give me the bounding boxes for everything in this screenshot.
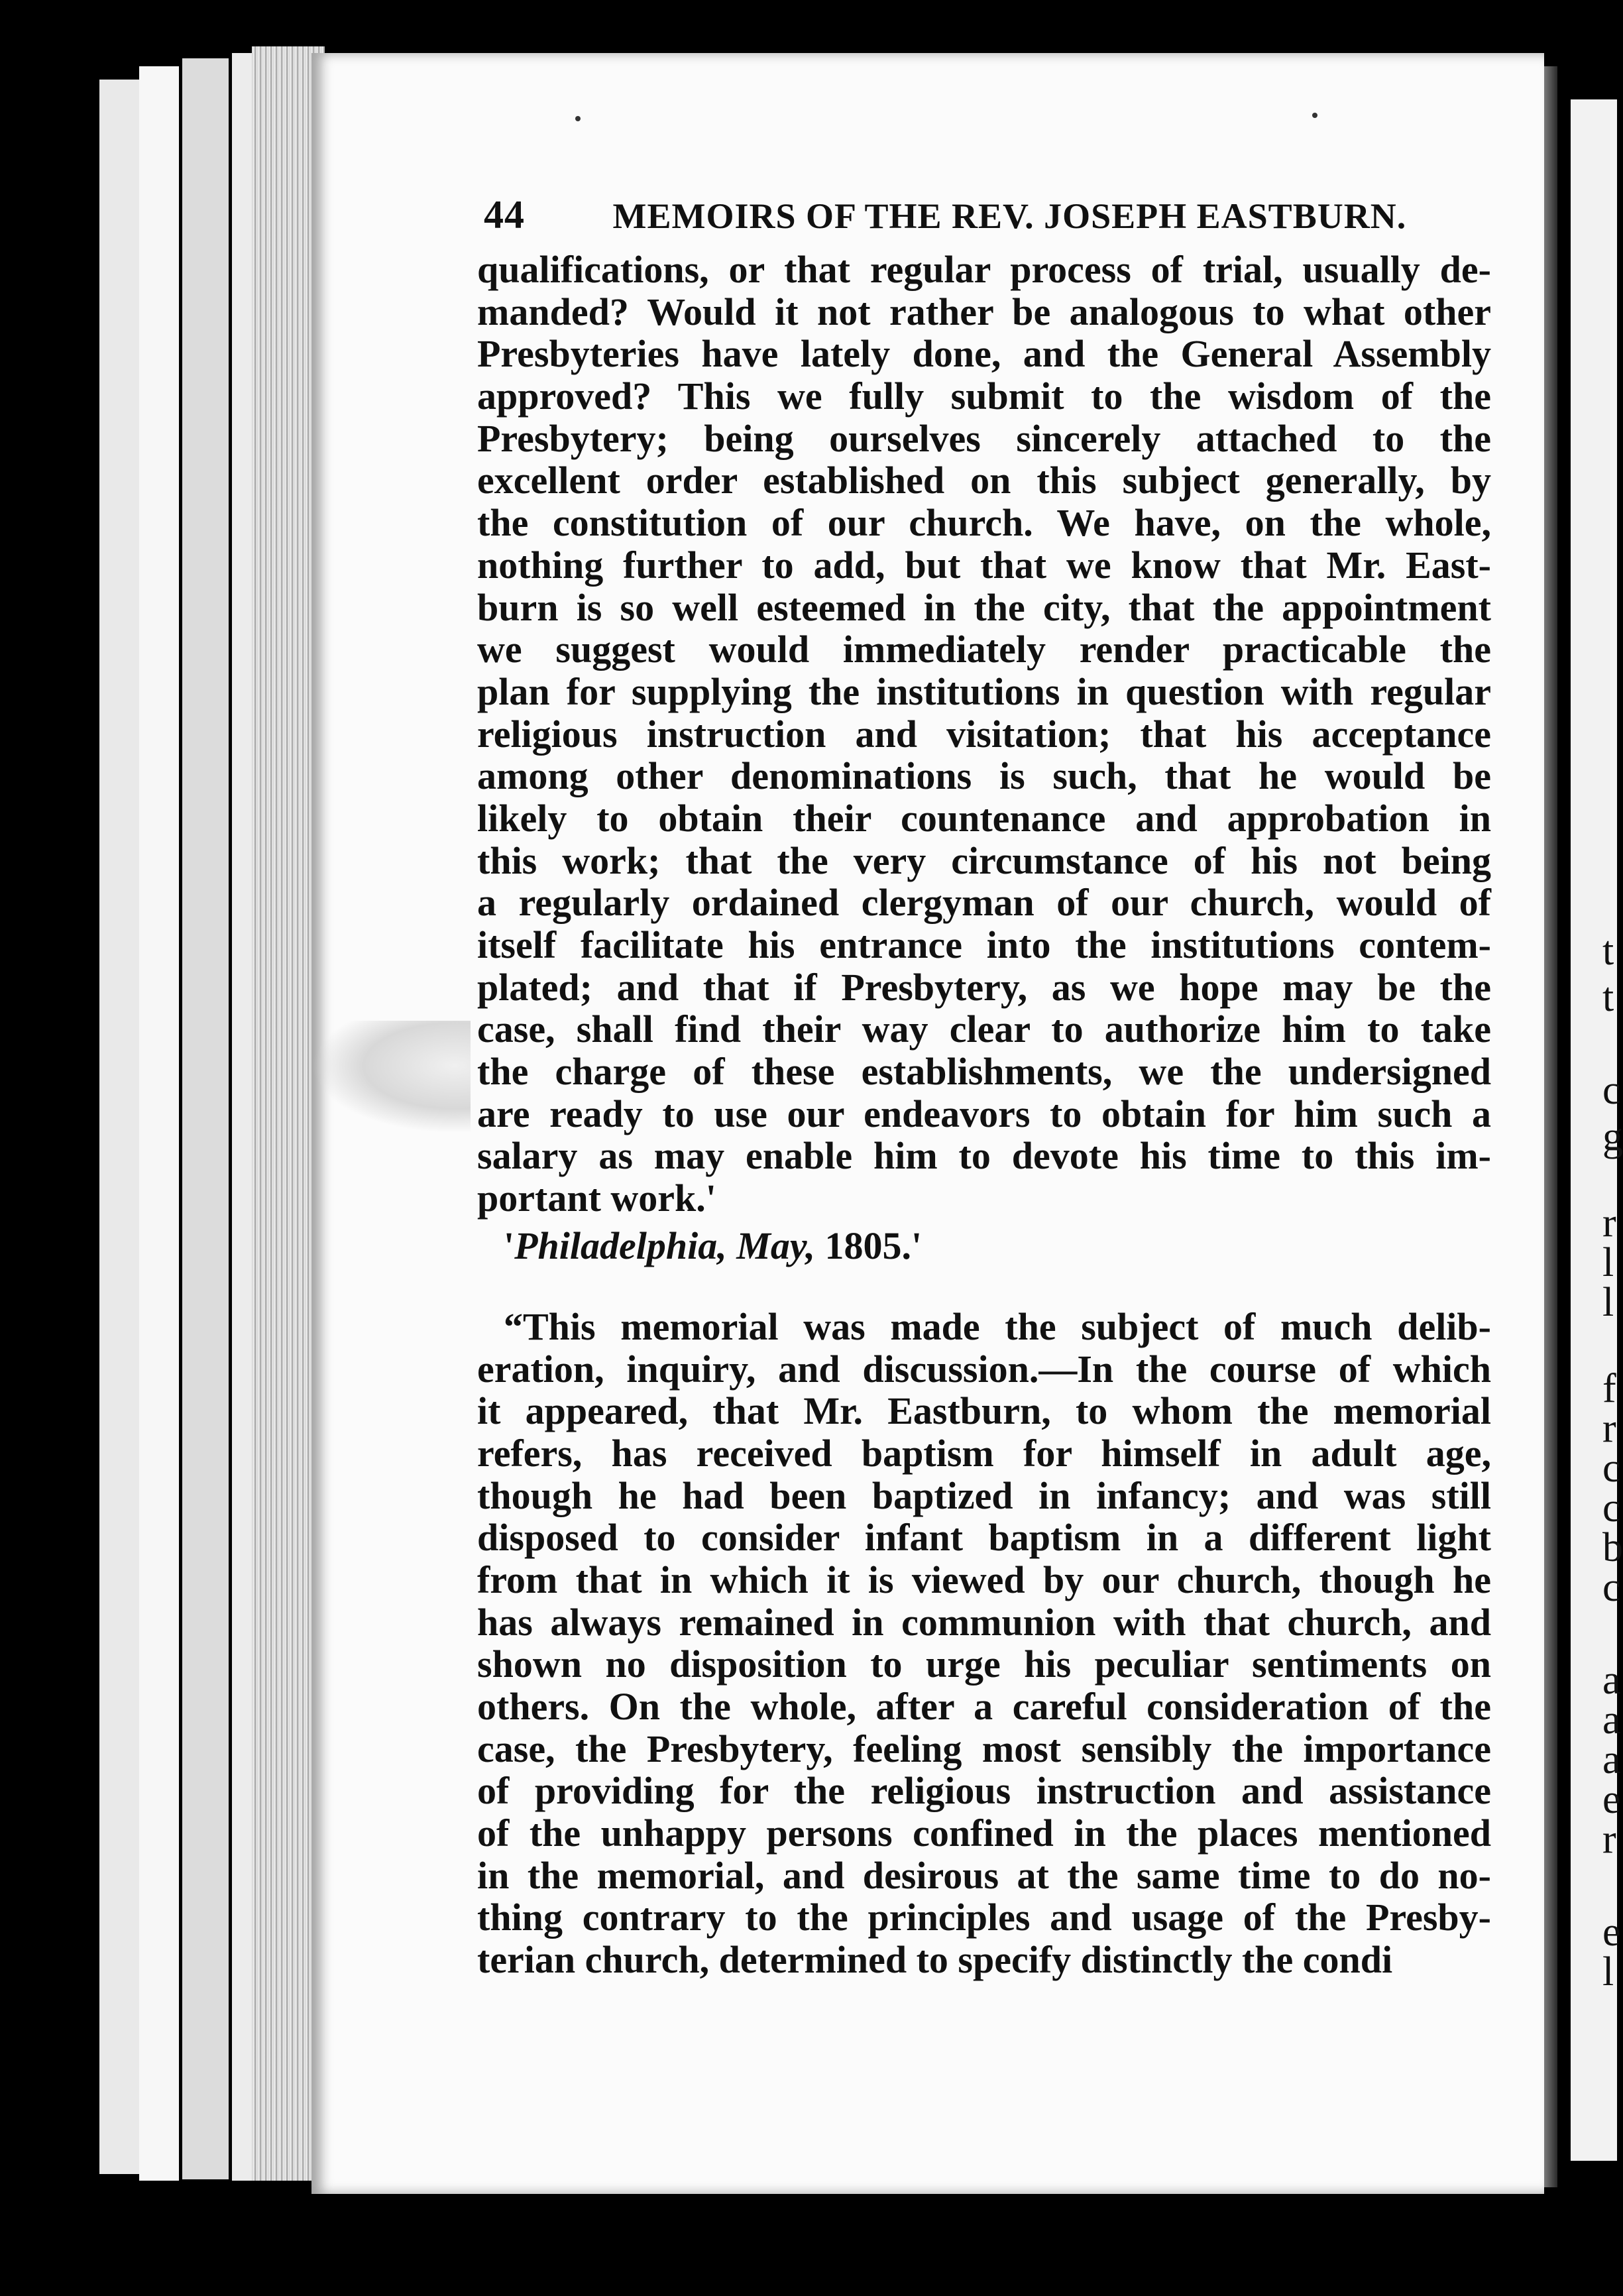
facing-letter: a [1602,1697,1621,1743]
text-line: we suggest would immediately render practicable the [477,628,1491,671]
text-line: among other denominations is such, that he would be [477,754,1491,798]
text-line: the charge of these establishments, we the undersigned [477,1050,1491,1094]
text-line: case, the Presbytery, feeling most sensibly the importance [477,1727,1491,1770]
dateline-place: Philadelphia, [514,1224,727,1267]
facing-letter: e [1602,1777,1621,1822]
facing-letter: a [1602,1737,1621,1782]
text-line: likely to obtain their countenance and approbation in [477,796,1491,840]
printing-speck [575,116,581,121]
facing-letter: c [1602,1485,1621,1530]
facing-letter: t [1602,929,1614,974]
text-line: it appeared, that Mr. Eastburn, to whom the memorial [477,1389,1491,1433]
text-line: Presbyteries have lately done, and the General Assembly [477,332,1491,376]
running-head-title: MEMOIRS OF THE REV. JOSEPH EASTBURN. [612,196,1407,236]
facing-letter: g [1602,1114,1623,1159]
text-line: Presbytery; being ourselves sincerely attached to the [477,416,1491,460]
text-line: approved? This we fully submit to the wisdom of the [477,374,1491,418]
text-line: plated; and that if Presbytery, as we hope may be the [477,965,1491,1009]
text-line: case, shall find their way clear to authorize him to take [477,1007,1491,1051]
text-line: are ready to use our endeavors to obtain for him such a [477,1092,1491,1135]
text-line: has always remained in communion with that church, and [477,1600,1491,1644]
page-edge-2 [139,66,179,2181]
page-edge-3 [182,58,229,2179]
memorial-paragraph [477,249,1491,1220]
text-line: others. On the whole, after a careful consideration of the [477,1685,1491,1728]
presbytery-paragraph [477,1306,1491,1981]
facing-letter: r [1602,1200,1616,1245]
text-line: itself facilitate his entrance into the institutions contem- [477,923,1491,966]
text-line: thing contrary to the principles and usage of the Presby- [477,1896,1491,1939]
text-line: though he had been baptized in infancy; and was still [477,1473,1491,1517]
text-line: in the memorial, and desirous at the same time to do no- [477,1853,1491,1897]
text-line: terian church, determined to specify distinctly the condi [477,1938,1393,1982]
text-line: of the unhappy persons confined in the places mentioned [477,1811,1491,1855]
text-line: refers, has received baptism for himself in adult age, [477,1431,1491,1475]
dateline [477,1220,1491,1273]
paper-tear [311,1021,471,1133]
facing-letter: l [1602,1280,1614,1325]
text-line: from that in which it is viewed by our church, though he [477,1558,1491,1601]
text-line: the constitution of our church. We have, on the whole, [477,501,1491,545]
facing-letter: l [1602,1949,1614,1994]
text-line: eration, inquiry, and discussion.—In the course of which [477,1347,1491,1391]
text-line: salary as may enable him to devote his time to this im- [477,1134,1491,1178]
body-text [477,249,1491,1981]
facing-letter: r [1602,1817,1616,1862]
facing-page-letters [1602,0,1623,2296]
facing-letter: a [1602,1658,1621,1703]
page-number: 44 [484,193,525,237]
facing-letter: c [1602,1446,1621,1491]
text-line: a regularly ordained clergyman of our church, would of [477,881,1491,925]
facing-letter: b [1602,1525,1623,1570]
text-line: nothing further to add, but that we know that Mr. East- [477,543,1491,587]
printing-speck [1312,113,1317,118]
facing-letter: r [1602,1406,1616,1451]
facing-letter: c [1602,1565,1621,1610]
facing-letter: t [1602,975,1614,1020]
page-edge-1 [99,80,139,2174]
dateline-year: 1805.' [824,1224,923,1267]
facing-letter: e [1602,1910,1621,1955]
text-line: burn is so well esteemed in the city, that the appointment [477,585,1491,629]
text-line: manded? Would it not rather be analogous to what other [477,290,1491,333]
text-line: of providing for the religious instruction and assistance [477,1769,1491,1813]
text-line: qualifications, or that regular process of trial, usually de- [477,248,1491,291]
text-line: portant work.' [477,1177,716,1220]
text-line: excellent order established on this subject generally, by [477,459,1491,502]
text-line: disposed to consider infant baptism in a different light [477,1516,1491,1560]
dateline-quote: ' [504,1224,515,1267]
dateline-month: May, [736,1224,815,1267]
paragraph-gap [477,1273,1491,1306]
text-line: religious instruction and visitation; that his acceptance [477,712,1491,756]
facing-letter: c [1602,1068,1621,1113]
facing-letter: l [1602,1240,1614,1285]
text-line: “This memorial was made the subject of much delib- [504,1304,1491,1348]
text-line: shown no disposition to urge his peculiar sentiments on [477,1642,1491,1686]
text-line: plan for supplying the institutions in question with regular [477,669,1491,713]
text-line: this work; that the very circumstance of his not being [477,838,1491,882]
facing-letter: f [1602,1366,1616,1411]
running-header [484,192,1478,238]
